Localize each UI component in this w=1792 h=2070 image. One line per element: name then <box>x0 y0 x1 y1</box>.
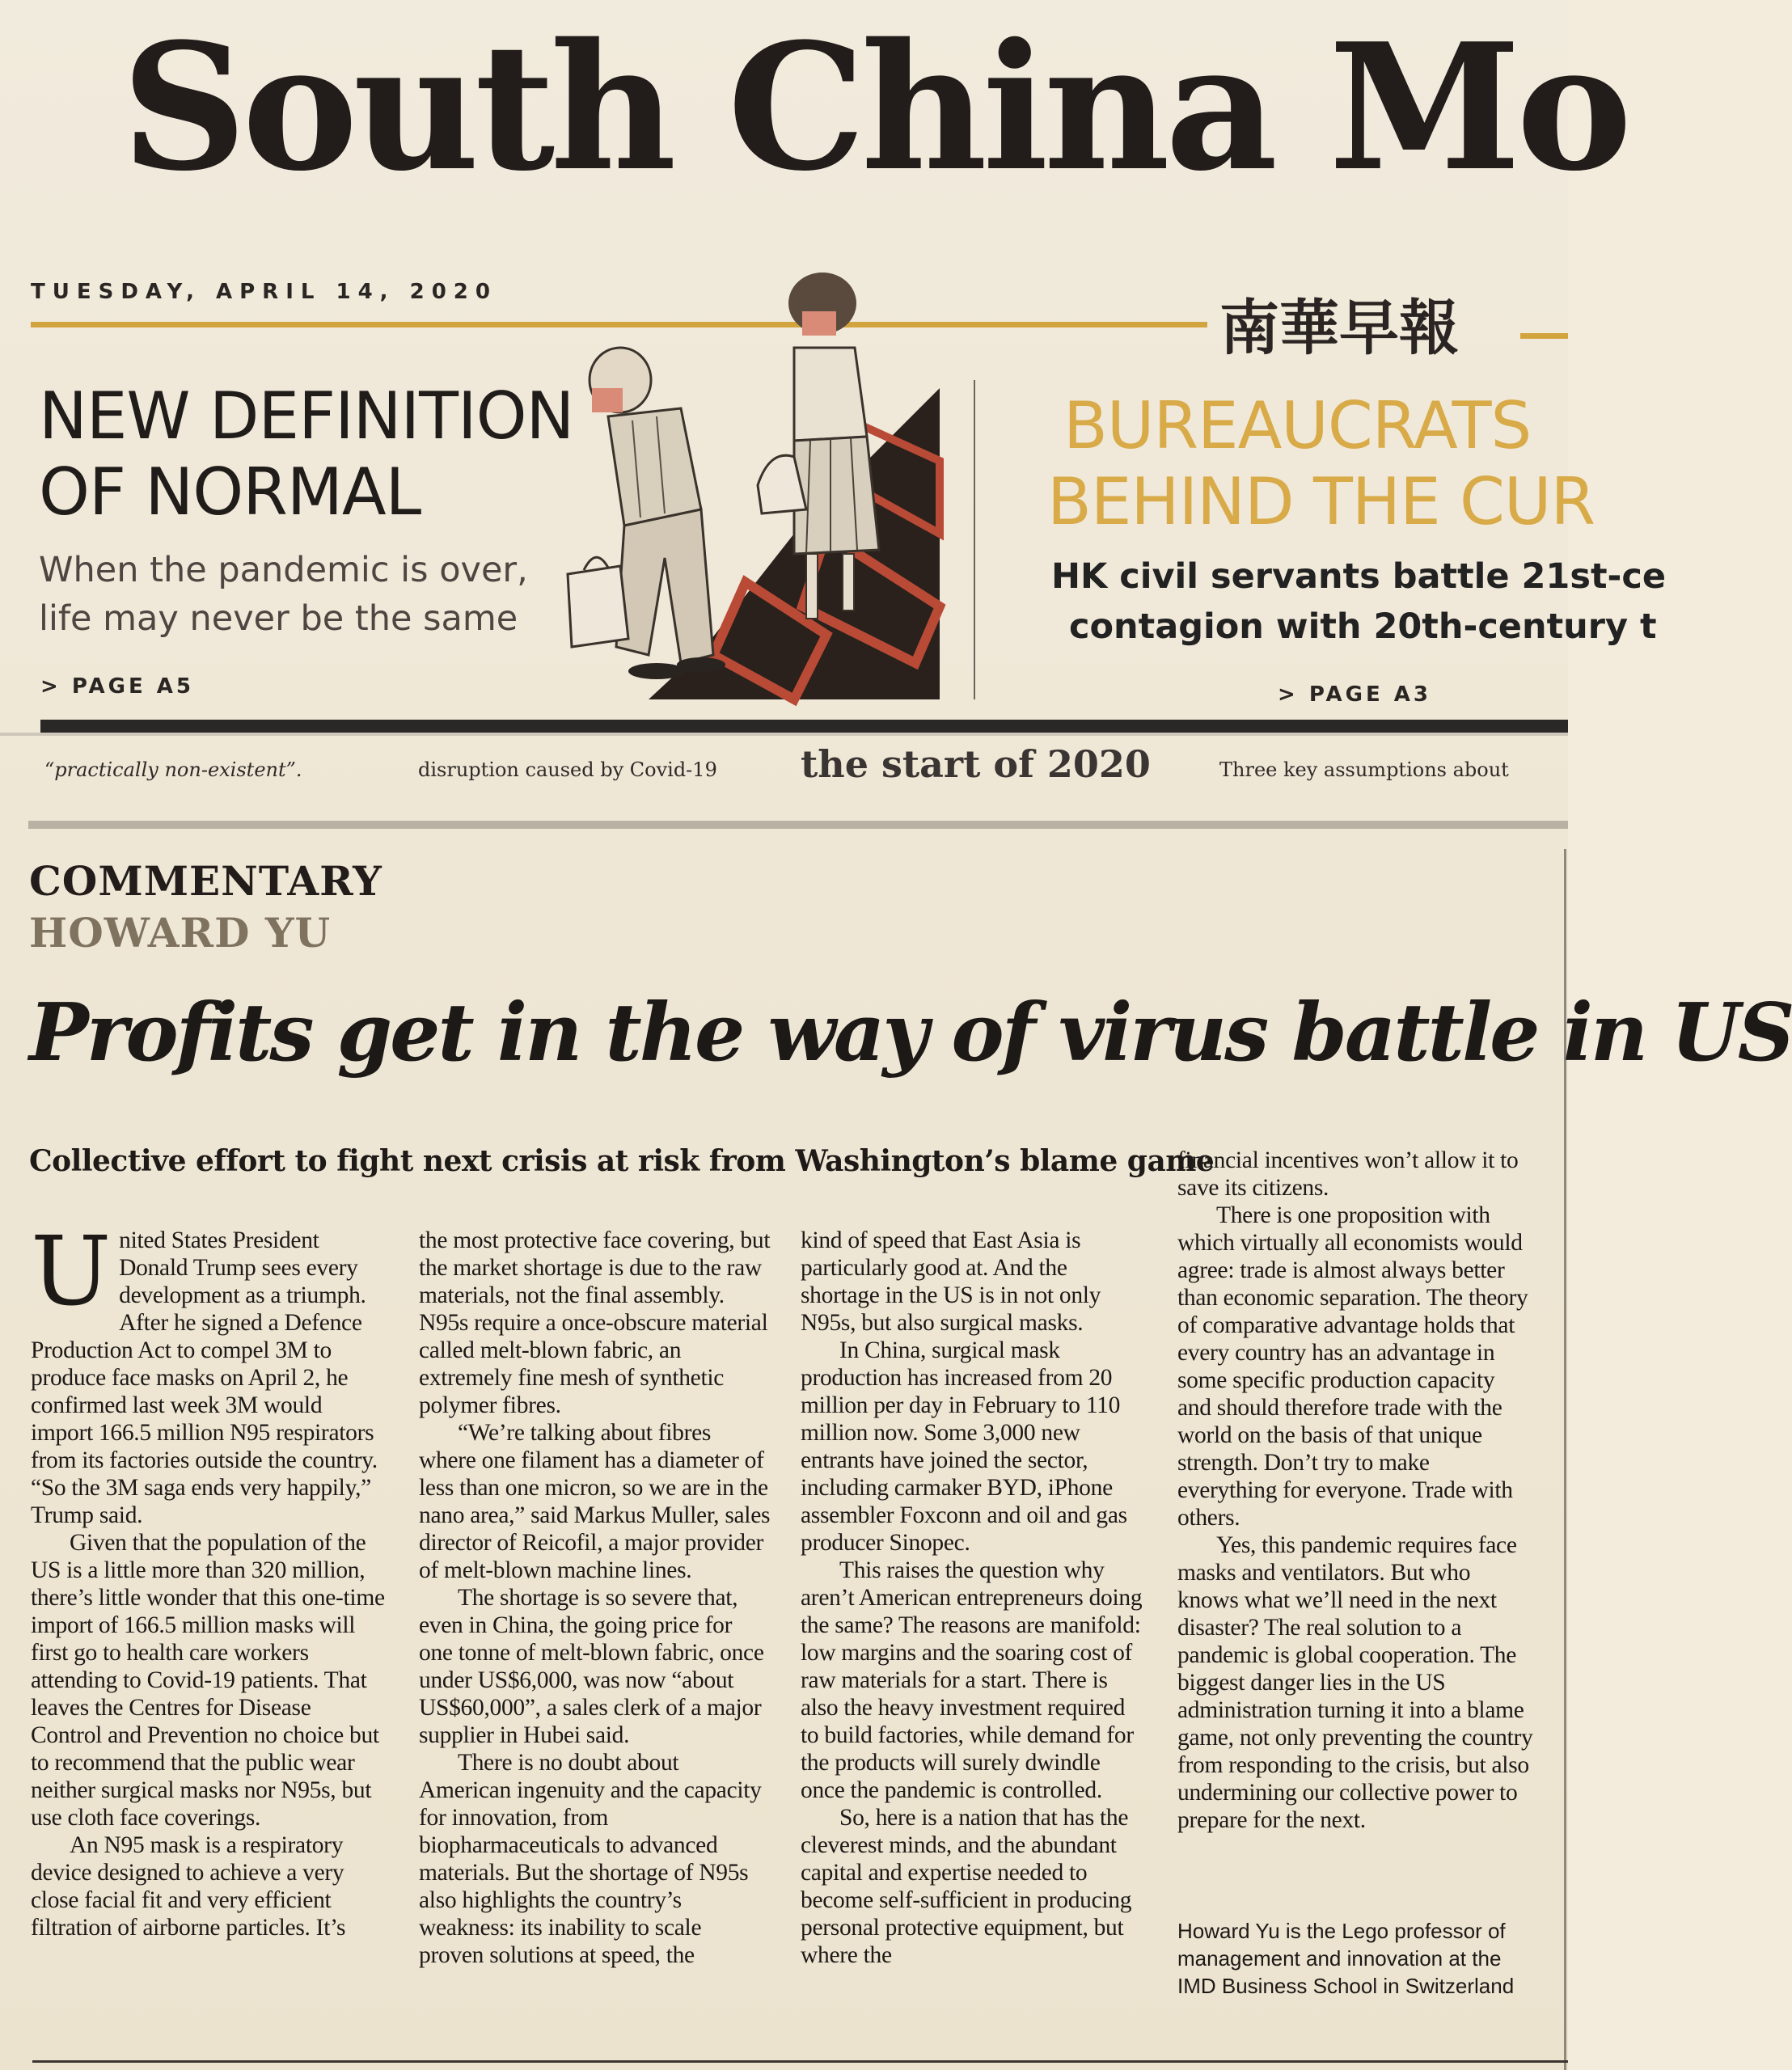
teaser-left-headline-line1: NEW DEFINITION <box>39 378 574 454</box>
drop-cap: U <box>31 1215 112 1327</box>
paragraph: Yes, this pandemic requires face masks and ventilators. But who knows what we’ll need in the next disaster? The real solution to a pandemic is global cooperation. The biggest danger lies in the US administration turning it into a blame game, not only preventing the country from responding to the crisis, but also undermining our collective power to prepare for the next. <box>1177 1532 1533 1833</box>
teaser-left-sub-line2: life may never be the same <box>39 598 518 639</box>
teaser-left-sub-line1: When the pandemic is over, <box>39 550 528 590</box>
section-divider-shadow <box>0 733 1568 736</box>
teaser-right-headline-line1: BUREAUCRATS <box>1063 388 1532 463</box>
author-bio: Howard Yu is the Lego professor of management and innovation at the IMD Business School in Switzerland <box>1177 1919 1515 1998</box>
first-paragraph <box>31 1215 387 1529</box>
paragraph: So, here is a nation that has the cleverest minds, and the abundant capital and expertise needed to become self-sufficient in producing personal protective equipment, but where the <box>801 1805 1132 1968</box>
teaser-right-headline-line2: BEHIND THE CUR <box>1047 464 1595 539</box>
paragraph: Given that the population of the US is a little more than 320 million, there’s little wonder that this one-time import of 166.5 million masks will first go to health care workers attending to Covid-19 patients. That leaves the Centres for Disease Control and Prevention no choice but to recommend that the public wear neither surgical masks nor N95s, but use cloth face coverings. <box>31 1530 385 1831</box>
article-column-4 <box>1177 1147 1533 1834</box>
masthead-title: South China Mo <box>121 5 1628 209</box>
article-subhead: Collective effort to fight next crisis at risk from Washington’s blame game <box>29 1144 1215 1178</box>
paragraph: The shortage is so severe that, even in China, the going price for one tonne of melt-blown fabric, once under US$6,000, was now “about US$60,000”, a sales clerk of a major supplier in Hubei said. <box>419 1585 764 1748</box>
teaser-right-sub <box>1051 551 1666 652</box>
paragraph: kind of speed that East Asia is particularly good at. And the shortage in the US is in not only N95s, but also surgical masks. <box>801 1227 1101 1336</box>
teaser-right-sub-line1: HK civil servants battle 21st-ce <box>1051 556 1666 597</box>
paragraph: This raises the question why aren’t American entrepreneurs doing the same? The reasons are manifold: low margins and the soaring cost of raw materials for a start. There is also the heavy investment required to build factories, while demand for the products will surely dwindle once the pandemic is controlled. <box>801 1557 1143 1803</box>
section-label: COMMENTARY <box>29 857 382 905</box>
bottom-rule <box>32 2060 1568 2063</box>
paragraph: “We’re talking about fibres where one filament has a diameter of less than one micron, so we are in the nano area,” said Markus Muller, sales director of Reicofil, a major provider of melt-blown machine lines. <box>419 1420 771 1583</box>
paragraph: An N95 mask is a respiratory device designed to achieve a very close facial fit and very efficient filtration of airborne particles. It’s <box>31 1832 346 1941</box>
man-figure <box>568 348 725 679</box>
gold-rule-right <box>1520 333 1568 339</box>
bleed-text-4: Three key assumptions about <box>1219 758 1509 781</box>
teaser-left-headline-line2: OF NORMAL <box>39 454 421 530</box>
paragraph: nited States President Donald Trump sees every development as a triumph. After he signed a Defence Production Act to compel 3M to produce face masks on April 2, he confirmed last week 3M would import 166.5 million N95 respirators from its factories outside the country. “So the 3M saga ends very happily,” Trump said. <box>31 1227 378 1528</box>
teaser-right-headline <box>1047 388 1595 540</box>
paragraph: financial incentives won’t allow it to save its citizens. <box>1177 1147 1519 1201</box>
paragraph: There is one proposition with which virtually all economists would agree: trade is almost always better than economic separation. The theory of comparative advantage holds that every country has an advantage in some specific production capacity and should therefore trade with the world on the basis of that unique strength. Don’t try to make everything for everyone. Trade with others. <box>1177 1202 1528 1531</box>
paragraph: There is no doubt about American ingenuity and the capacity for innovation, from biopharmaceuticals to advanced materials. But the shortage of N95s also highlights the country’s weakness: its inability to scale proven solutions at speed, the <box>419 1750 762 1968</box>
bleed-text-1: “practically non-existent”. <box>44 758 302 781</box>
article-column-2 <box>419 1227 771 1969</box>
bleed-text-3: the start of 2020 <box>801 742 1151 786</box>
bleed-text-2: disruption caused by Covid-19 <box>418 758 717 781</box>
article-headline: Profits get in the way of virus battle in US <box>29 986 1792 1079</box>
section-divider <box>40 720 1568 733</box>
teaser-left-headline <box>39 378 573 530</box>
teaser-left-sub <box>39 546 556 643</box>
article-top-rule <box>28 821 1568 829</box>
teaser-left-page-ref[interactable]: > PAGE A5 <box>40 674 194 699</box>
article-column-3 <box>801 1227 1144 1969</box>
teaser-right-sub-line2: contagion with 20th-century t <box>1069 606 1657 647</box>
dateline: TUESDAY, APRIL 14, 2020 <box>31 280 497 304</box>
article-column-1 <box>31 1215 387 1941</box>
chinese-masthead: 南華早報 <box>1219 294 1459 363</box>
masked-couple-illustration <box>560 267 948 699</box>
paragraph: In China, surgical mask production has increased from 20 million per day in February to 110 million now. Some 3,000 new entrants have joined the sector, including carmaker BYD, iPhone assembler Foxconn and oil and gas producer Sinopec. <box>801 1337 1127 1556</box>
teaser-right-page-ref[interactable]: > PAGE A3 <box>1278 682 1431 707</box>
teaser-divider <box>974 380 975 699</box>
paragraph: the most protective face covering, but the market shortage is due to the raw materials, not the final assembly. N95s require a once-obscure material called melt-blown fabric, an extremely fine mesh of synthetic polymer fibres. <box>419 1227 771 1418</box>
author-name: HOWARD YU <box>29 909 332 957</box>
